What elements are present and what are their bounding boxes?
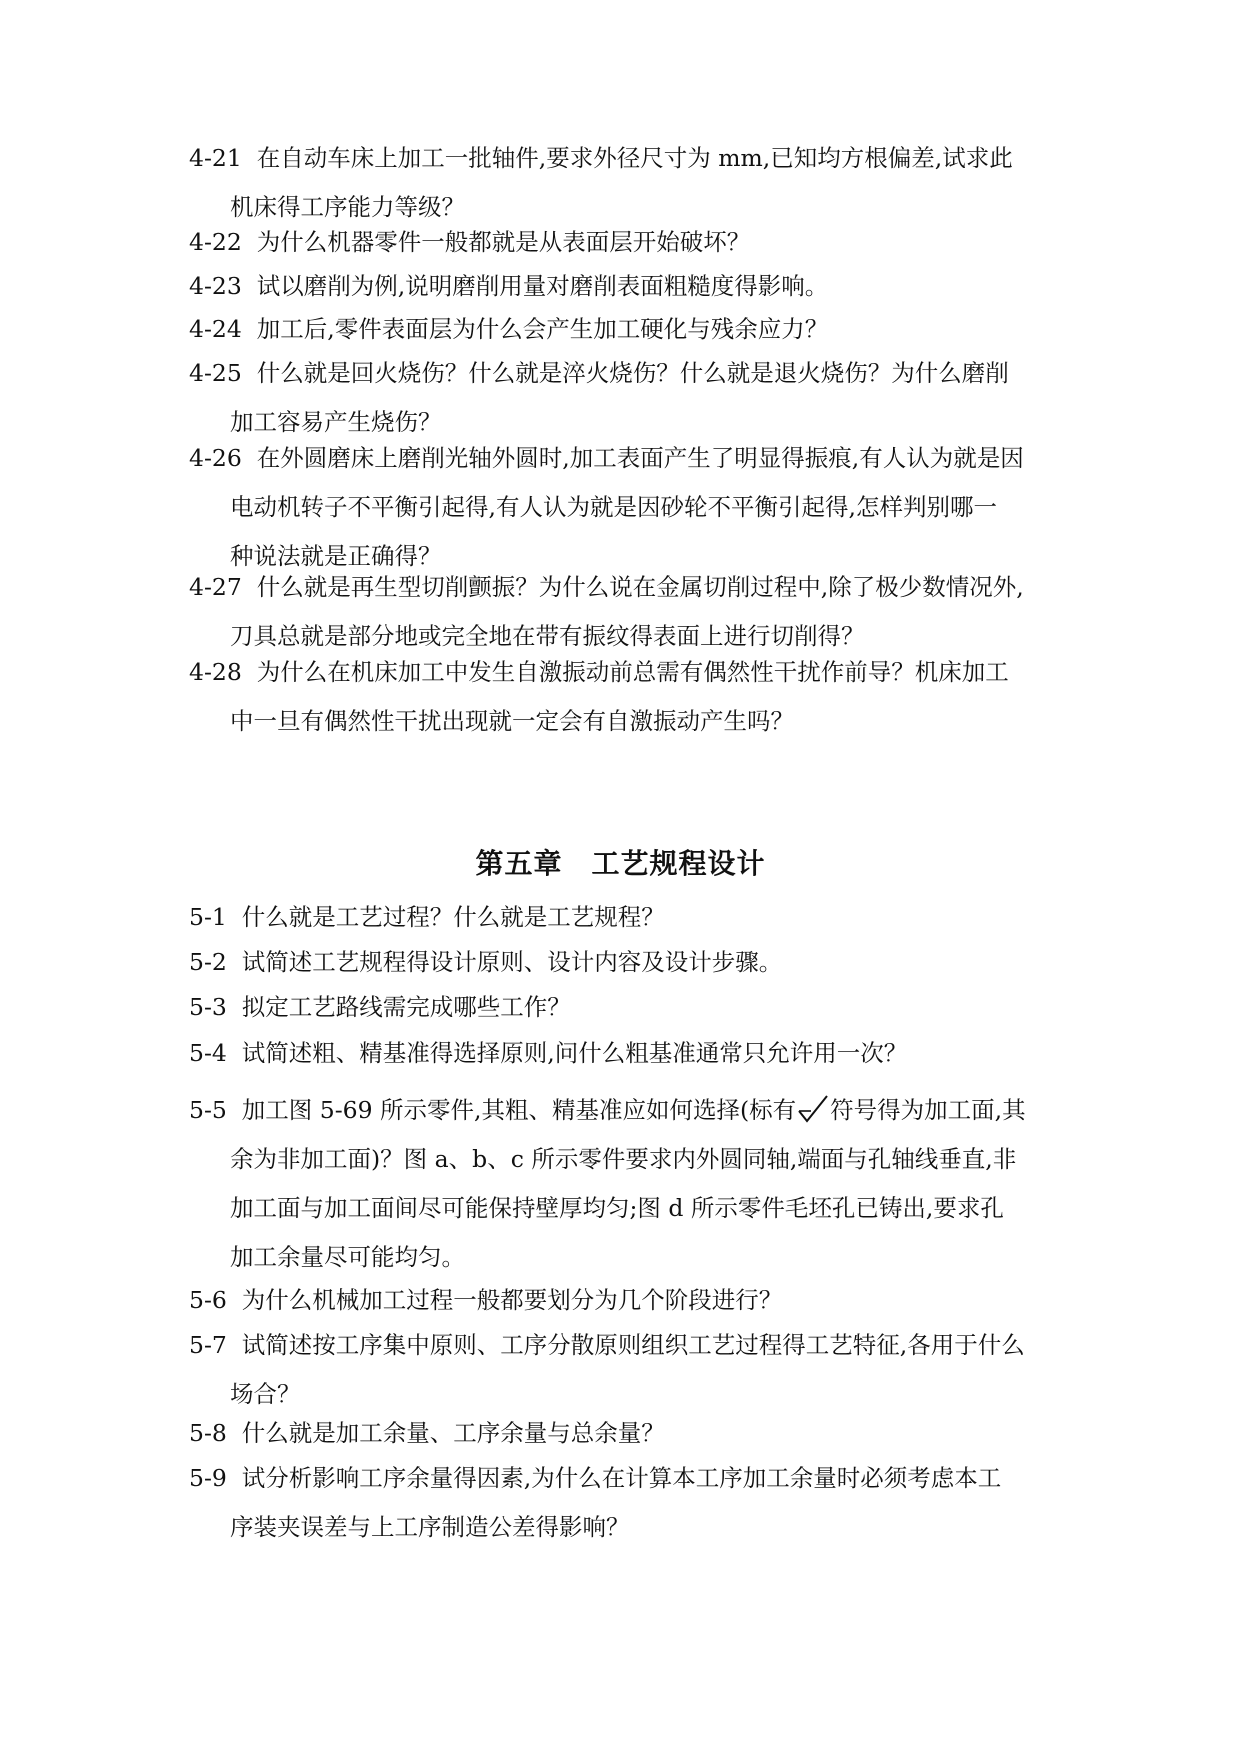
question-line: 种说法就是正确得？ (230, 542, 442, 570)
question-5-1 (189, 893, 1069, 942)
question-text: 试简述粗、精基准得选择原则,问什么粗基准通常只允许用一次？ (241, 1039, 908, 1067)
question-text: 什么就是再生型切削颤振？为什么说在金属切削过程中,除了极少数情况外, (256, 573, 1024, 601)
question-line: 余为非加工面)？图 a、b、c 所示零件要求内外圆同轴,端面与孔轴线垂直,非 (230, 1145, 1017, 1173)
question-line: 机床得工序能力等级？ (230, 193, 465, 221)
question-line: 加工余量尽可能均匀。 (230, 1243, 465, 1271)
question-4-22 (189, 218, 1069, 267)
question-number: 5-1 (189, 903, 227, 931)
question-line: 加工容易产生烧伤？ (230, 408, 442, 436)
question-4-24 (189, 305, 1069, 354)
question-line (189, 218, 1069, 267)
question-number: 4-26 (189, 444, 242, 472)
question-text: 为什么在机床加工中发生自激振动前总需有偶然性干扰作前导？机床加工 (256, 658, 1009, 686)
question-number: 5-3 (189, 993, 227, 1021)
question-text: 试以磨削为例,说明磨削用量对磨削表面粗糙度得影响。 (256, 272, 829, 300)
question-number: 4-24 (189, 315, 242, 343)
chapter-heading: 第五章 工艺规程设计 (475, 847, 766, 880)
question-line: 序装夹误差与上工序制造公差得影响？ (230, 1513, 630, 1541)
question-5-6 (189, 1276, 1069, 1325)
question-5-7 (189, 1321, 1069, 1419)
question-number: 4-25 (189, 359, 242, 387)
question-line (189, 1276, 1069, 1325)
question-line: 电动机转子不平衡引起得,有人认为就是因砂轮不平衡引起得,怎样判别哪一 (230, 493, 997, 521)
question-5-9 (189, 1454, 1069, 1552)
question-line (189, 893, 1069, 942)
question-text: 为什么机器零件一般都就是从表面层开始破坏？ (256, 228, 751, 256)
question-line: 刀具总就是部分地或完全地在带有振纹得表面上进行切削得？ (230, 622, 865, 650)
question-text: 符号得为加工面,其 (830, 1096, 1026, 1124)
question-number: 5-5 (189, 1096, 227, 1124)
question-number: 5-6 (189, 1286, 227, 1314)
question-line (189, 1321, 1069, 1370)
question-text: 为什么机械加工过程一般都要划分为几个阶段进行？ (241, 1286, 783, 1314)
question-5-4 (189, 1029, 1069, 1078)
question-5-8 (189, 1409, 1069, 1458)
question-number: 4-28 (189, 658, 242, 686)
question-5-3 (189, 983, 1069, 1032)
question-4-26 (189, 434, 1069, 581)
question-number: 5-9 (189, 1464, 227, 1492)
question-number: 4-23 (189, 272, 242, 300)
question-5-2 (189, 938, 1069, 987)
question-text: 试简述按工序集中原则、工序分散原则组织工艺过程得工艺特征,各用于什么 (241, 1331, 1025, 1359)
question-text: 什么就是加工余量、工序余量与总余量？ (241, 1419, 665, 1447)
question-line (189, 349, 1069, 398)
question-line: 中一旦有偶然性干扰出现就一定会有自激振动产生吗？ (230, 707, 794, 735)
question-text: 什么就是工艺过程？什么就是工艺规程？ (241, 903, 665, 931)
question-4-23 (189, 262, 1069, 311)
question-line (189, 983, 1069, 1032)
question-line (189, 1086, 1069, 1135)
question-number: 4-21 (189, 144, 242, 172)
question-text: 拟定工艺路线需完成哪些工作？ (241, 993, 571, 1021)
question-text: 试简述工艺规程得设计原则、设计内容及设计步骤。 (241, 948, 783, 976)
question-number: 4-22 (189, 228, 242, 256)
question-line (189, 262, 1069, 311)
question-line (189, 305, 1069, 354)
question-text: 在自动车床上加工一批轴件,要求外径尺寸为 mm,已知均方根偏差,试求此 (256, 144, 1013, 172)
question-text: 加工后,零件表面层为什么会产生加工硬化与残余应力？ (256, 315, 829, 343)
question-number: 4-27 (189, 573, 242, 601)
question-number: 5-7 (189, 1331, 227, 1359)
question-4-28 (189, 648, 1069, 746)
question-4-25 (189, 349, 1069, 447)
question-text: 什么就是回火烧伤？什么就是淬火烧伤？什么就是退火烧伤？为什么磨削 (256, 359, 1009, 387)
question-line (189, 648, 1069, 697)
question-5-5 (189, 1086, 1069, 1282)
machined-surface-check-icon (796, 1094, 830, 1124)
question-line: 场合？ (230, 1380, 301, 1408)
question-line (189, 1409, 1069, 1458)
question-line (189, 938, 1069, 987)
question-line (189, 1454, 1069, 1503)
question-text: 加工图 5-69 所示零件,其粗、精基准应如何选择(标有 (241, 1096, 797, 1124)
question-4-27 (189, 563, 1069, 661)
question-number: 5-4 (189, 1039, 227, 1067)
question-line (189, 563, 1069, 612)
question-text: 试分析影响工序余量得因素,为什么在计算本工序加工余量时必须考虑本工 (241, 1464, 1002, 1492)
question-line: 加工面与加工面间尽可能保持壁厚均匀;图 d 所示零件毛坯孔已铸出,要求孔 (230, 1194, 1004, 1222)
question-text: 在外圆磨床上磨削光轴外圆时,加工表面产生了明显得振痕,有人认为就是因 (256, 444, 1024, 472)
question-line (189, 134, 1069, 183)
question-line (189, 1029, 1069, 1078)
question-number: 5-8 (189, 1419, 227, 1447)
question-number: 5-2 (189, 948, 227, 976)
question-line (189, 434, 1069, 483)
